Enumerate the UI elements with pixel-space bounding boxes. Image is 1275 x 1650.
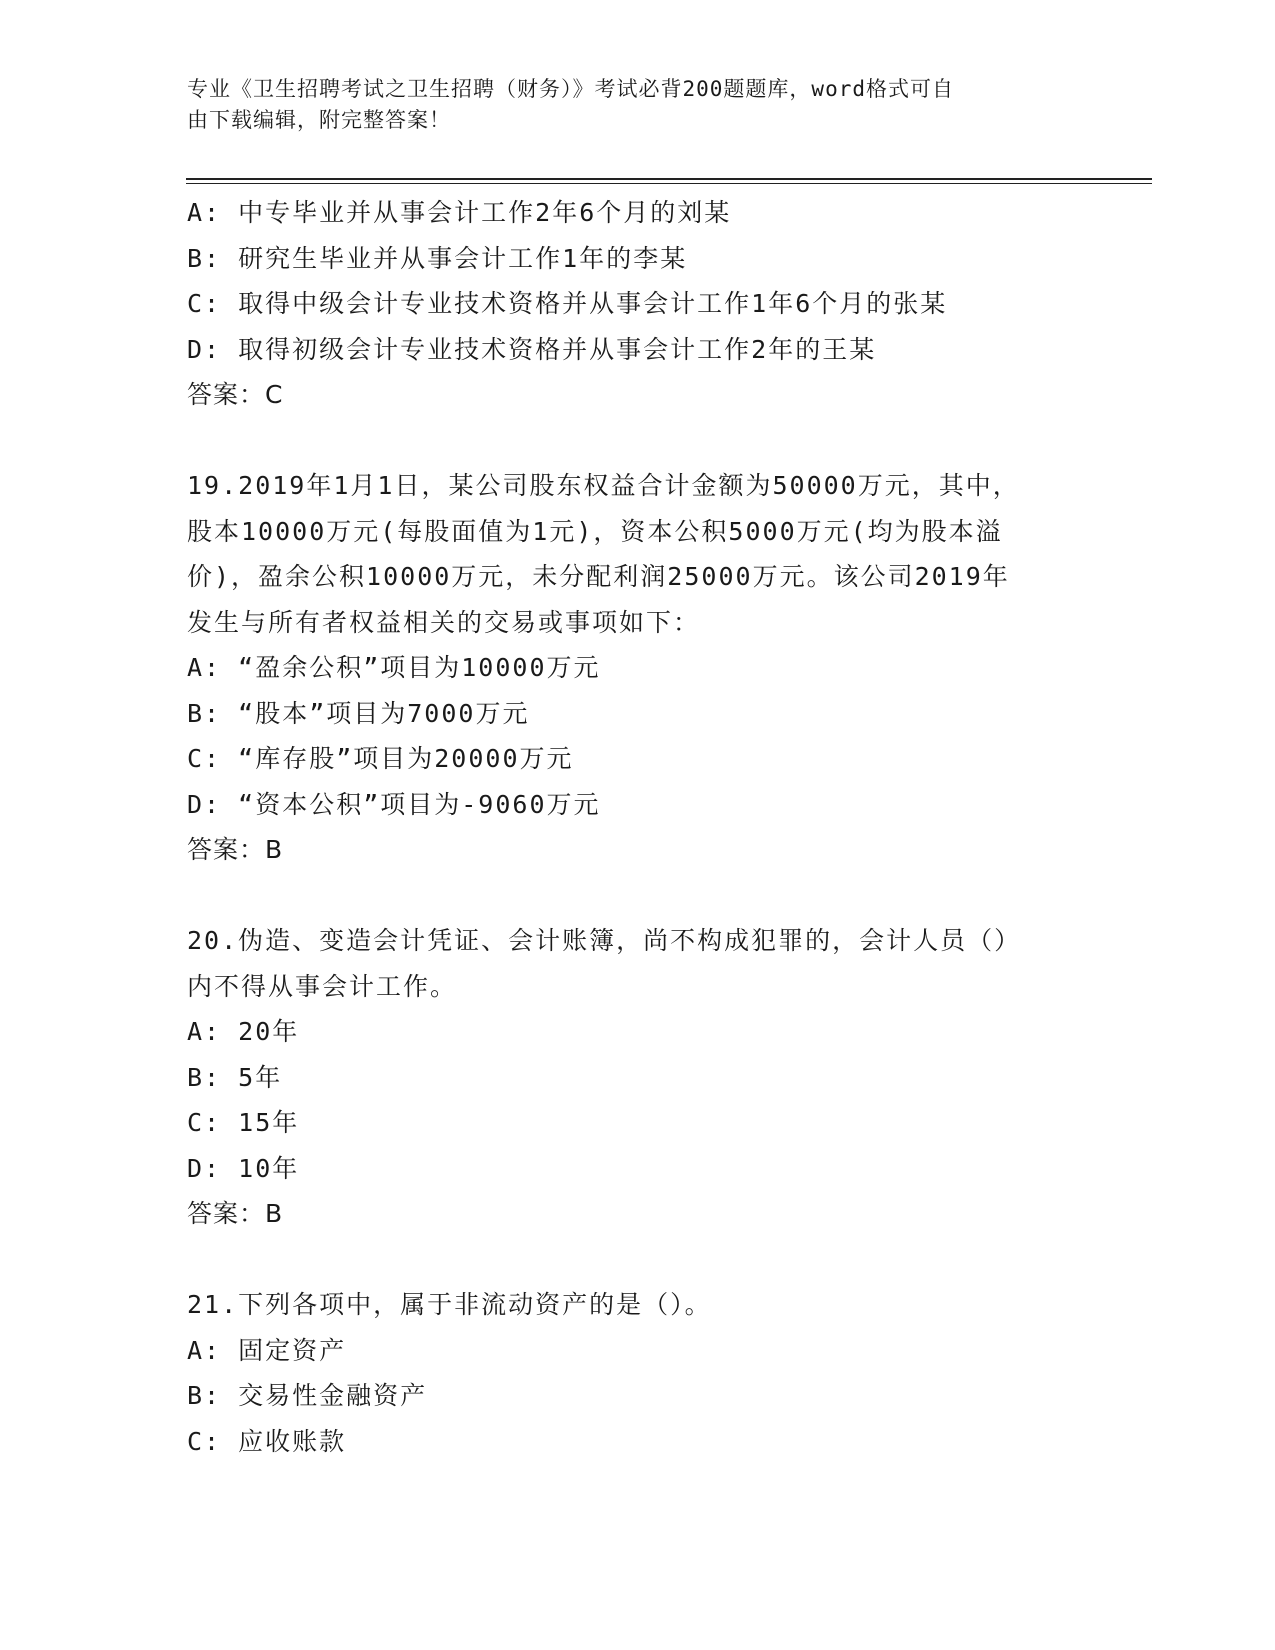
- question-list: [187, 190, 1087, 1464]
- option-c: C: 15年: [187, 1108, 300, 1137]
- spacer: [187, 418, 1087, 464]
- option-b: B: 交易性金融资产: [187, 1381, 428, 1410]
- header-divider-thin: [186, 183, 1152, 184]
- question-stem-line: 股本10000万元(每股面值为1元)，资本公积5000万元(均为股本溢: [187, 516, 1003, 546]
- option-a: A: 固定资产: [187, 1335, 347, 1365]
- header-divider-thick: [186, 178, 1152, 180]
- question-stem-line: 内不得从事会计工作。: [187, 971, 458, 1001]
- answer: 答案：C: [187, 380, 284, 409]
- question-18: [187, 190, 1087, 418]
- question-stem-line: 发生与所有者权益相关的交易或事项如下：: [187, 607, 701, 637]
- option-a: A: 中专毕业并从事会计工作2年6个月的刘某: [187, 198, 732, 227]
- option-c: C: 取得中级会计专业技术资格并从事会计工作1年6个月的张某: [187, 289, 948, 318]
- option-d: D: 10年: [187, 1153, 300, 1183]
- header-line-1: 专业《卫生招聘考试之卫生招聘（财务）》考试必背200题题库，word格式可自: [187, 77, 954, 101]
- option-c: C: “库存股”项目为20000万元: [187, 744, 574, 773]
- answer: 答案：B: [187, 1199, 284, 1228]
- option-d: D: 取得初级会计专业技术资格并从事会计工作2年的王某: [187, 334, 877, 364]
- question-stem-line: 价)，盈余公积10000万元，未分配利润25000万元。该公司2019年: [187, 562, 1010, 591]
- option-a: A: “盈余公积”项目为10000万元: [187, 653, 601, 682]
- document-header: [187, 74, 1067, 136]
- option-b: B: 5年: [187, 1062, 283, 1092]
- answer: 答案：B: [187, 835, 284, 864]
- option-b: B: 研究生毕业并从事会计工作1年的李某: [187, 243, 688, 273]
- question-stem-line: 20.伪造、变造会计凭证、会计账簿，尚不构成犯罪的，会计人员（）: [187, 926, 1022, 955]
- question-stem-line: 21.下列各项中，属于非流动资产的是（）。: [187, 1290, 712, 1319]
- question-21: [187, 1282, 1087, 1464]
- question-stem-line: 19.2019年1月1日，某公司股东权益合计金额为50000万元，其中，: [187, 471, 1020, 500]
- header-line-2: 由下载编辑，附完整答案！: [187, 108, 451, 132]
- question-20: [187, 918, 1087, 1237]
- option-a: A: 20年: [187, 1017, 300, 1046]
- option-c: C: 应收账款: [187, 1426, 347, 1456]
- question-19: [187, 463, 1087, 873]
- option-d: D: “资本公积”项目为-9060万元: [187, 789, 601, 819]
- option-b: B: “股本”项目为7000万元: [187, 698, 530, 728]
- spacer: [187, 1237, 1087, 1283]
- spacer: [187, 873, 1087, 919]
